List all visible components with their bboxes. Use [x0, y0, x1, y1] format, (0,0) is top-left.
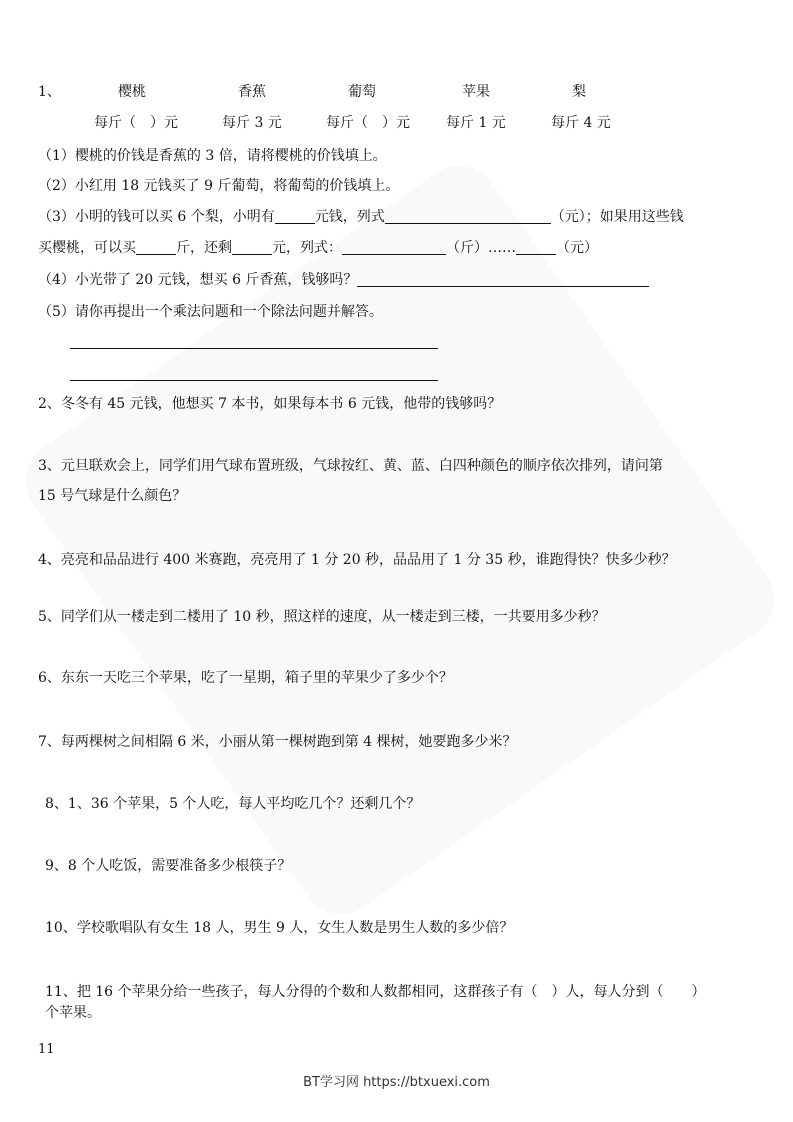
q1-part2: （2）小红用 18 元钱买了 9 斤葡萄，将葡萄的价钱填上。: [38, 178, 400, 194]
answer-line[interactable]: [70, 348, 438, 349]
q1-part3-text-f: 元，列式：: [272, 240, 342, 256]
question-2: 2、冬冬有 45 元钱，他想买 7 本书，如果每本书 6 元钱，他带的钱够吗？: [38, 396, 502, 412]
fruit-apple: 苹果: [462, 84, 490, 100]
q1-part5: （5）请你再提出一个乘法问题和一个除法问题并解答。: [38, 304, 383, 320]
fruit-cherry: 樱桃: [118, 84, 146, 100]
q1-part3-text-g: （斤）……: [446, 240, 516, 256]
q1-part4: [38, 270, 649, 290]
q1-part1: （1）樱桃的价钱是香蕉的 3 倍，请将樱桃的价钱填上。: [38, 148, 387, 164]
answer-blank[interactable]: [275, 207, 315, 224]
q1-part3-text-d: 买樱桃，可以买: [38, 240, 136, 256]
question-7: 7、每两棵树之间相隔 6 米，小丽从第一棵树跑到第 4 棵树，她要跑多少米？: [38, 734, 517, 750]
answer-blank[interactable]: [136, 238, 176, 255]
question-11-line2: 个苹果。: [45, 1005, 101, 1021]
price-banana: 每斤 3 元: [222, 115, 282, 131]
answer-blank[interactable]: [385, 207, 551, 224]
answer-blank[interactable]: [342, 238, 446, 255]
question-3-line2: 15 号气球是什么颜色？: [38, 488, 187, 504]
answer-blank[interactable]: [357, 270, 649, 287]
question-6: 6、东东一天吃三个苹果，吃了一星期，箱子里的苹果少了多少个？: [38, 670, 453, 686]
q1-part3-text-b: 元钱，列式: [314, 209, 385, 225]
question-8: 8、1、36 个苹果，5 个人吃，每人平均吃几个？还剩几个？: [45, 796, 421, 812]
question-11-line1: 11、把 16 个苹果分给一些孩子，每人分得的个数和人数都相同，这群孩子有（ ）人，每人分到（ ）: [45, 984, 706, 1000]
q1-part3-line2: [38, 238, 598, 258]
price-grape: 每斤（ ）元: [326, 115, 410, 131]
q1-part3-text-e: 斤，还剩: [176, 240, 232, 256]
question-9: 9、8 个人吃饭，需要准备多少根筷子？: [45, 858, 292, 874]
question-10: 10、学校歌唱队有女生 18 人，男生 9 人，女生人数是男生人数的多少倍？: [45, 920, 514, 936]
q1-part4-text: （4）小光带了 20 元钱，想买 6 斤香蕉，钱够吗？: [38, 272, 358, 288]
fruit-banana: 香蕉: [238, 84, 266, 100]
q1-number: 1、: [38, 84, 61, 100]
answer-blank[interactable]: [516, 238, 556, 255]
page-number: 11: [38, 1042, 55, 1057]
q1-part3-text-c: （元）；如果用这些钱: [550, 209, 684, 225]
price-cherry: 每斤（ ）元: [94, 115, 178, 131]
question-5: 5、同学们从一楼走到二楼用了 10 秒，照这样的速度，从一楼走到三楼，一共要用多少秒？: [38, 609, 606, 625]
answer-line[interactable]: [70, 380, 438, 381]
question-3-line1: 3、元旦联欢会上，同学们用气球布置班级，气球按红、黄、蓝、白四种颜色的顺序依次排列，请问第: [38, 458, 663, 474]
fruit-pear: 梨: [572, 84, 586, 100]
fruit-grape: 葡萄: [348, 84, 376, 100]
question-4: 4、亮亮和品品进行 400 米赛跑，亮亮用了 1 分 20 秒，品品用了 1 分 35 秒，谁跑得快？快多少秒？: [38, 552, 676, 568]
q1-part3-text-h: （元）: [556, 240, 598, 256]
footer-watermark-text: BT学习网 https://btxuexi.com: [303, 1075, 490, 1090]
price-apple: 每斤 1 元: [446, 115, 506, 131]
price-pear: 每斤 4 元: [551, 115, 611, 131]
q1-part3-line1: [38, 207, 684, 227]
answer-blank[interactable]: [232, 238, 272, 255]
q1-part3-text-a: （3）小明的钱可以买 6 个梨，小明有: [38, 209, 275, 225]
